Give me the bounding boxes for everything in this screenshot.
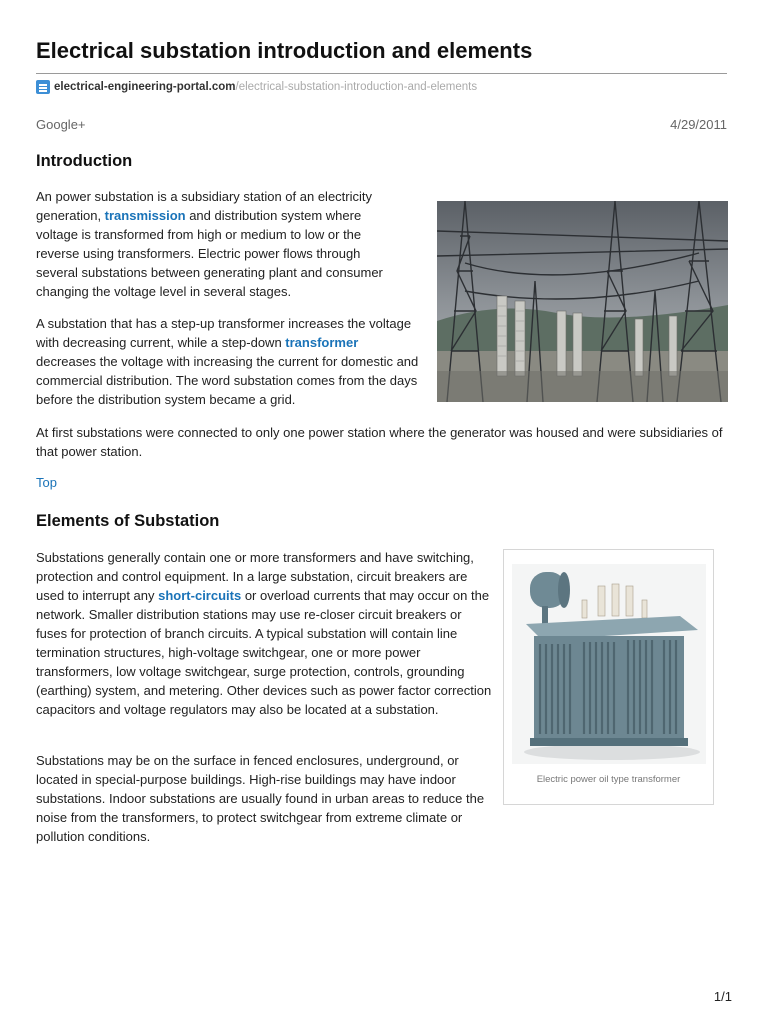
figure-caption: Electric power oil type transformer — [536, 774, 681, 785]
article-meta — [36, 117, 727, 132]
source-path[interactable]: /electrical-substation-introduction-and-elements — [235, 81, 478, 93]
substation-photo — [437, 201, 728, 402]
transmission-link[interactable]: transmission — [104, 208, 186, 223]
transformer-photo — [512, 564, 706, 764]
source-line[interactable] — [36, 80, 477, 94]
intro-paragraph-3: At first substations were connected to only one power station where the generator was housed and were subsidiaries of that power station. — [36, 425, 723, 459]
document-icon — [36, 80, 50, 94]
top-link[interactable]: Top — [36, 475, 57, 490]
elements-paragraph-2: Substations may be on the surface in fenced enclosures, underground, or located in special-purpose buildings. High-rise buildings may have indoor substations. Indoor substations are usually found in urban areas to reduce the noise from the transformers, to protect switchgear from extreme climate or pollution conditions. — [36, 753, 485, 844]
page-number: 1/1 — [713, 989, 732, 1004]
intro-paragraph-1: An power substation is a subsidiary station of an electricity generation, transmission and distribution system where voltage is transformed from high or medium to low or the reverse using transformers. Electric power flows through several substations between generating plant and consumer changing the voltage level in several stages. — [36, 189, 383, 299]
elements-heading: Elements of Substation — [36, 512, 220, 530]
introduction-heading: Introduction — [36, 152, 133, 170]
short-circuits-link[interactable]: short-circuits — [158, 588, 242, 603]
page-title: Electrical substation introduction and elements — [36, 38, 533, 63]
author-label: Google+ — [36, 117, 86, 132]
transformer-link[interactable]: transformer — [285, 335, 359, 350]
source-domain[interactable]: electrical-engineering-portal.com — [54, 81, 236, 93]
title-divider — [36, 73, 727, 74]
publish-date: 4/29/2011 — [670, 117, 727, 132]
elements-paragraph-1: Substations generally contain one or more transformers and have switching, protection and control equipment. In a large substation, circuit breakers are used to interrupt any short-circuits or overload currents that may occur on the network. Smaller distribution stations may use re-closer circuit breakers or fuses for protection of branch circuits. A typical substation will contain line termination structures, high-voltage switchgear, one or more power transformers, low voltage switchgear, surge protection, controls, grounding (earthing) system, and metering. Other devices such as power factor correction capacitors and voltage regulators may also be located at a substation. — [36, 550, 492, 717]
transformer-figure — [503, 549, 714, 805]
intro-paragraph-2: A substation that has a step-up transformer increases the voltage with decreasing current, while a step-down transformer decreases the voltage with increasing the current for domestic and commercial distribution. The word substation comes from the days before the distribution system became a grid. — [36, 316, 419, 407]
